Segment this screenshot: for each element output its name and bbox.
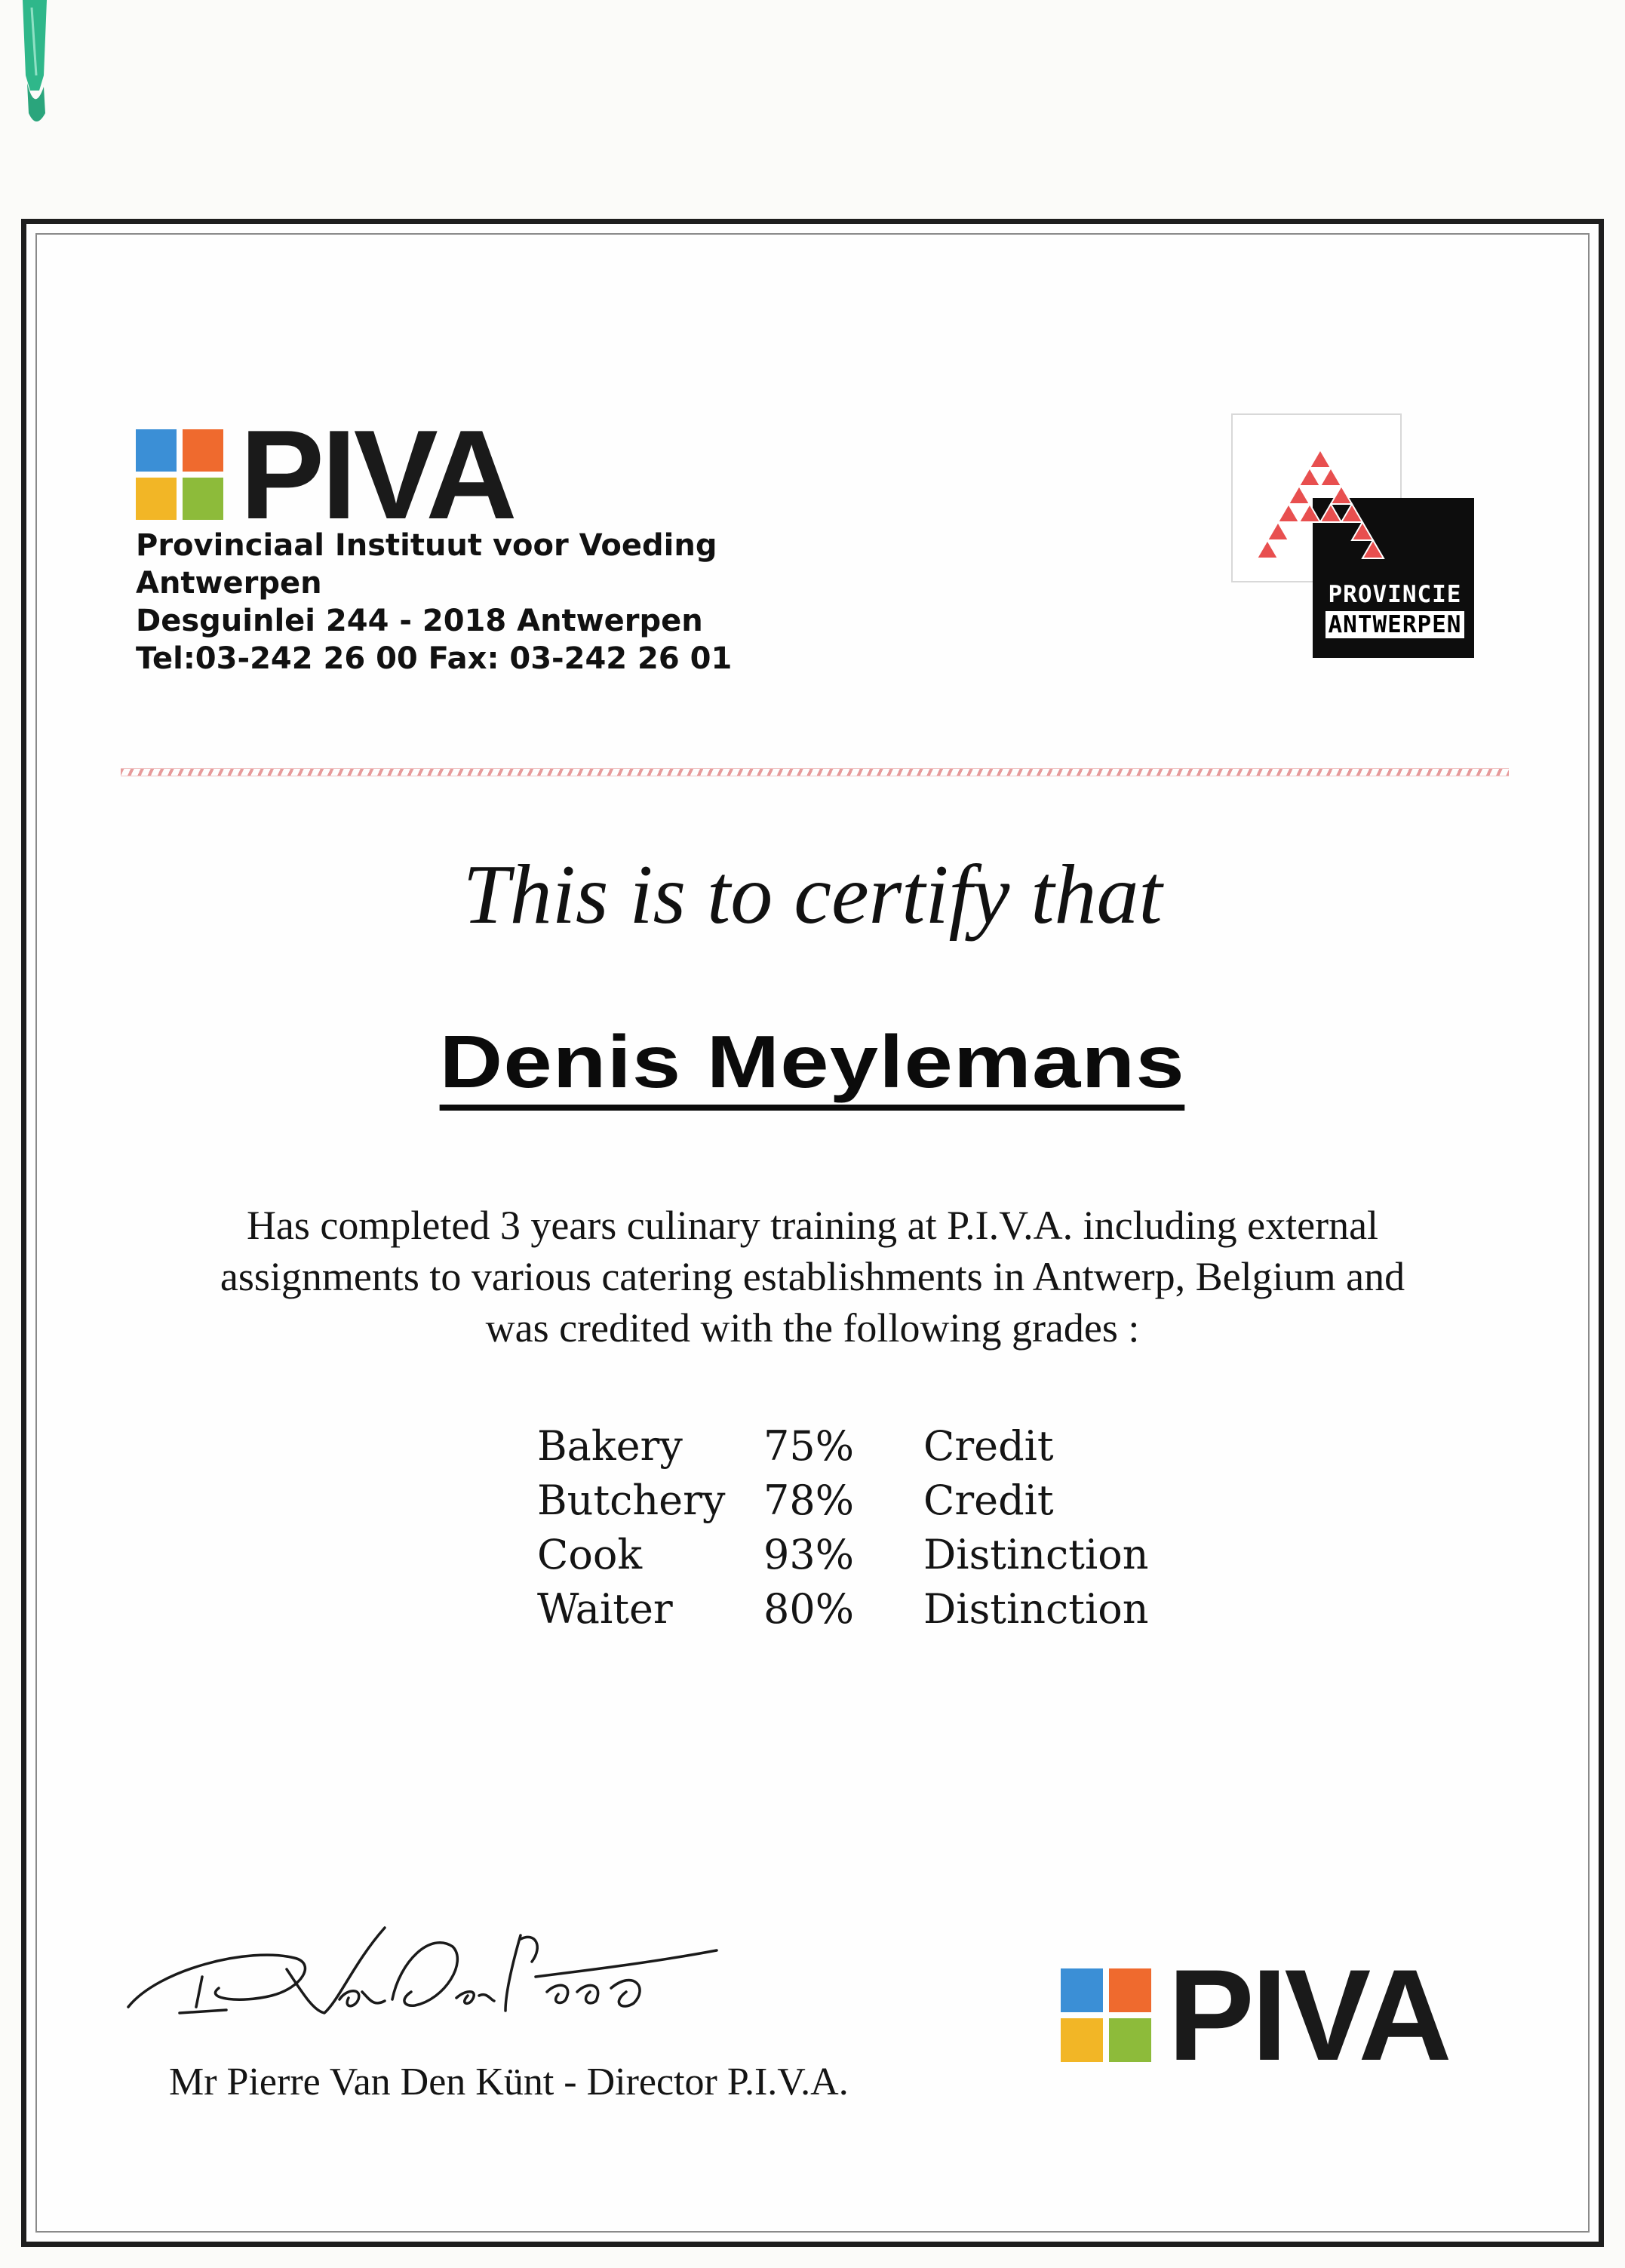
header-divider (121, 768, 1509, 776)
logo-triangle (1257, 540, 1278, 558)
piva-logo-text: PIVA (240, 404, 515, 545)
recipient-name: Denis Meylemans (440, 1025, 1185, 1111)
logo-square-orange (1109, 1968, 1151, 2012)
piva-squares-icon (1061, 1968, 1151, 2062)
logo-triangle (1267, 522, 1289, 540)
grade-subject: Cook (537, 1530, 643, 1578)
grade-level: Distinction (923, 1530, 1149, 1578)
signer-name: Mr Pierre Van Den Künt - Director P.I.V.A. (169, 2061, 849, 2104)
recipient-wrap (0, 1020, 1625, 1111)
address-line: Antwerpen (136, 566, 322, 601)
province-logo-text (1316, 581, 1474, 638)
piva-squares-icon (136, 429, 223, 520)
logo-triangle (1331, 486, 1352, 504)
director-signature (113, 1916, 769, 2045)
grade-percent: 93% (763, 1530, 855, 1578)
logo-triangle (1320, 504, 1341, 522)
certify-heading: This is to certify that (462, 848, 1163, 942)
logo-triangle (1362, 540, 1384, 558)
address-line: Tel:03-242 26 00 Fax: 03-242 26 01 (136, 641, 733, 676)
logo-triangle (1289, 486, 1310, 504)
grade-row (537, 1418, 1195, 1473)
province-line-1: PROVINCIE (1328, 581, 1462, 608)
grades-table (537, 1418, 1195, 1636)
grade-level: Credit (923, 1476, 1054, 1524)
body-line: assignments to various catering establishments in Antwerp, Belgium and (220, 1254, 1405, 1299)
grade-subject: Waiter (537, 1584, 673, 1633)
grade-subject: Bakery (537, 1421, 683, 1470)
certificate-body (121, 1200, 1504, 1354)
triangle-a-icon (1245, 442, 1396, 563)
logo-triangle (1320, 468, 1341, 486)
logo-square-green (183, 478, 223, 520)
body-line: Has completed 3 years culinary training at P.I.V.A. including external (246, 1203, 1379, 1248)
province-line-2: ANTWERPEN (1325, 611, 1465, 638)
grade-row (537, 1527, 1195, 1581)
grade-level: Credit (923, 1421, 1054, 1470)
grade-row (537, 1473, 1195, 1527)
logo-square-yellow (1061, 2018, 1103, 2062)
logo-triangle (1299, 504, 1320, 522)
piva-logo-text: PIVA (1168, 1943, 1449, 2088)
grade-percent: 78% (763, 1476, 855, 1524)
logo-square-blue (136, 429, 177, 472)
institute-address (136, 527, 732, 678)
logo-square-yellow (136, 478, 177, 520)
address-line: Desguinlei 244 - 2018 Antwerpen (136, 604, 703, 638)
grade-percent: 80% (763, 1584, 855, 1633)
piva-logo-top (136, 404, 515, 545)
piva-logo-bottom (1061, 1943, 1449, 2088)
logo-triangle (1341, 504, 1362, 522)
ribbon-clip-icon (14, 0, 59, 128)
logo-square-orange (183, 429, 223, 472)
logo-square-green (1109, 2018, 1151, 2062)
grade-row (537, 1581, 1195, 1636)
grade-subject: Butchery (537, 1476, 726, 1524)
logo-square-blue (1061, 1968, 1103, 2012)
body-line: was credited with the following grades : (485, 1305, 1140, 1351)
provincie-antwerpen-logo (1231, 413, 1480, 662)
logo-triangle (1278, 504, 1299, 522)
grade-level: Distinction (923, 1584, 1149, 1633)
logo-triangle (1299, 468, 1320, 486)
logo-triangle (1352, 522, 1373, 540)
grade-percent: 75% (763, 1421, 855, 1470)
logo-triangle (1310, 450, 1331, 468)
address-line: Provinciaal Instituut voor Voeding (136, 528, 717, 563)
